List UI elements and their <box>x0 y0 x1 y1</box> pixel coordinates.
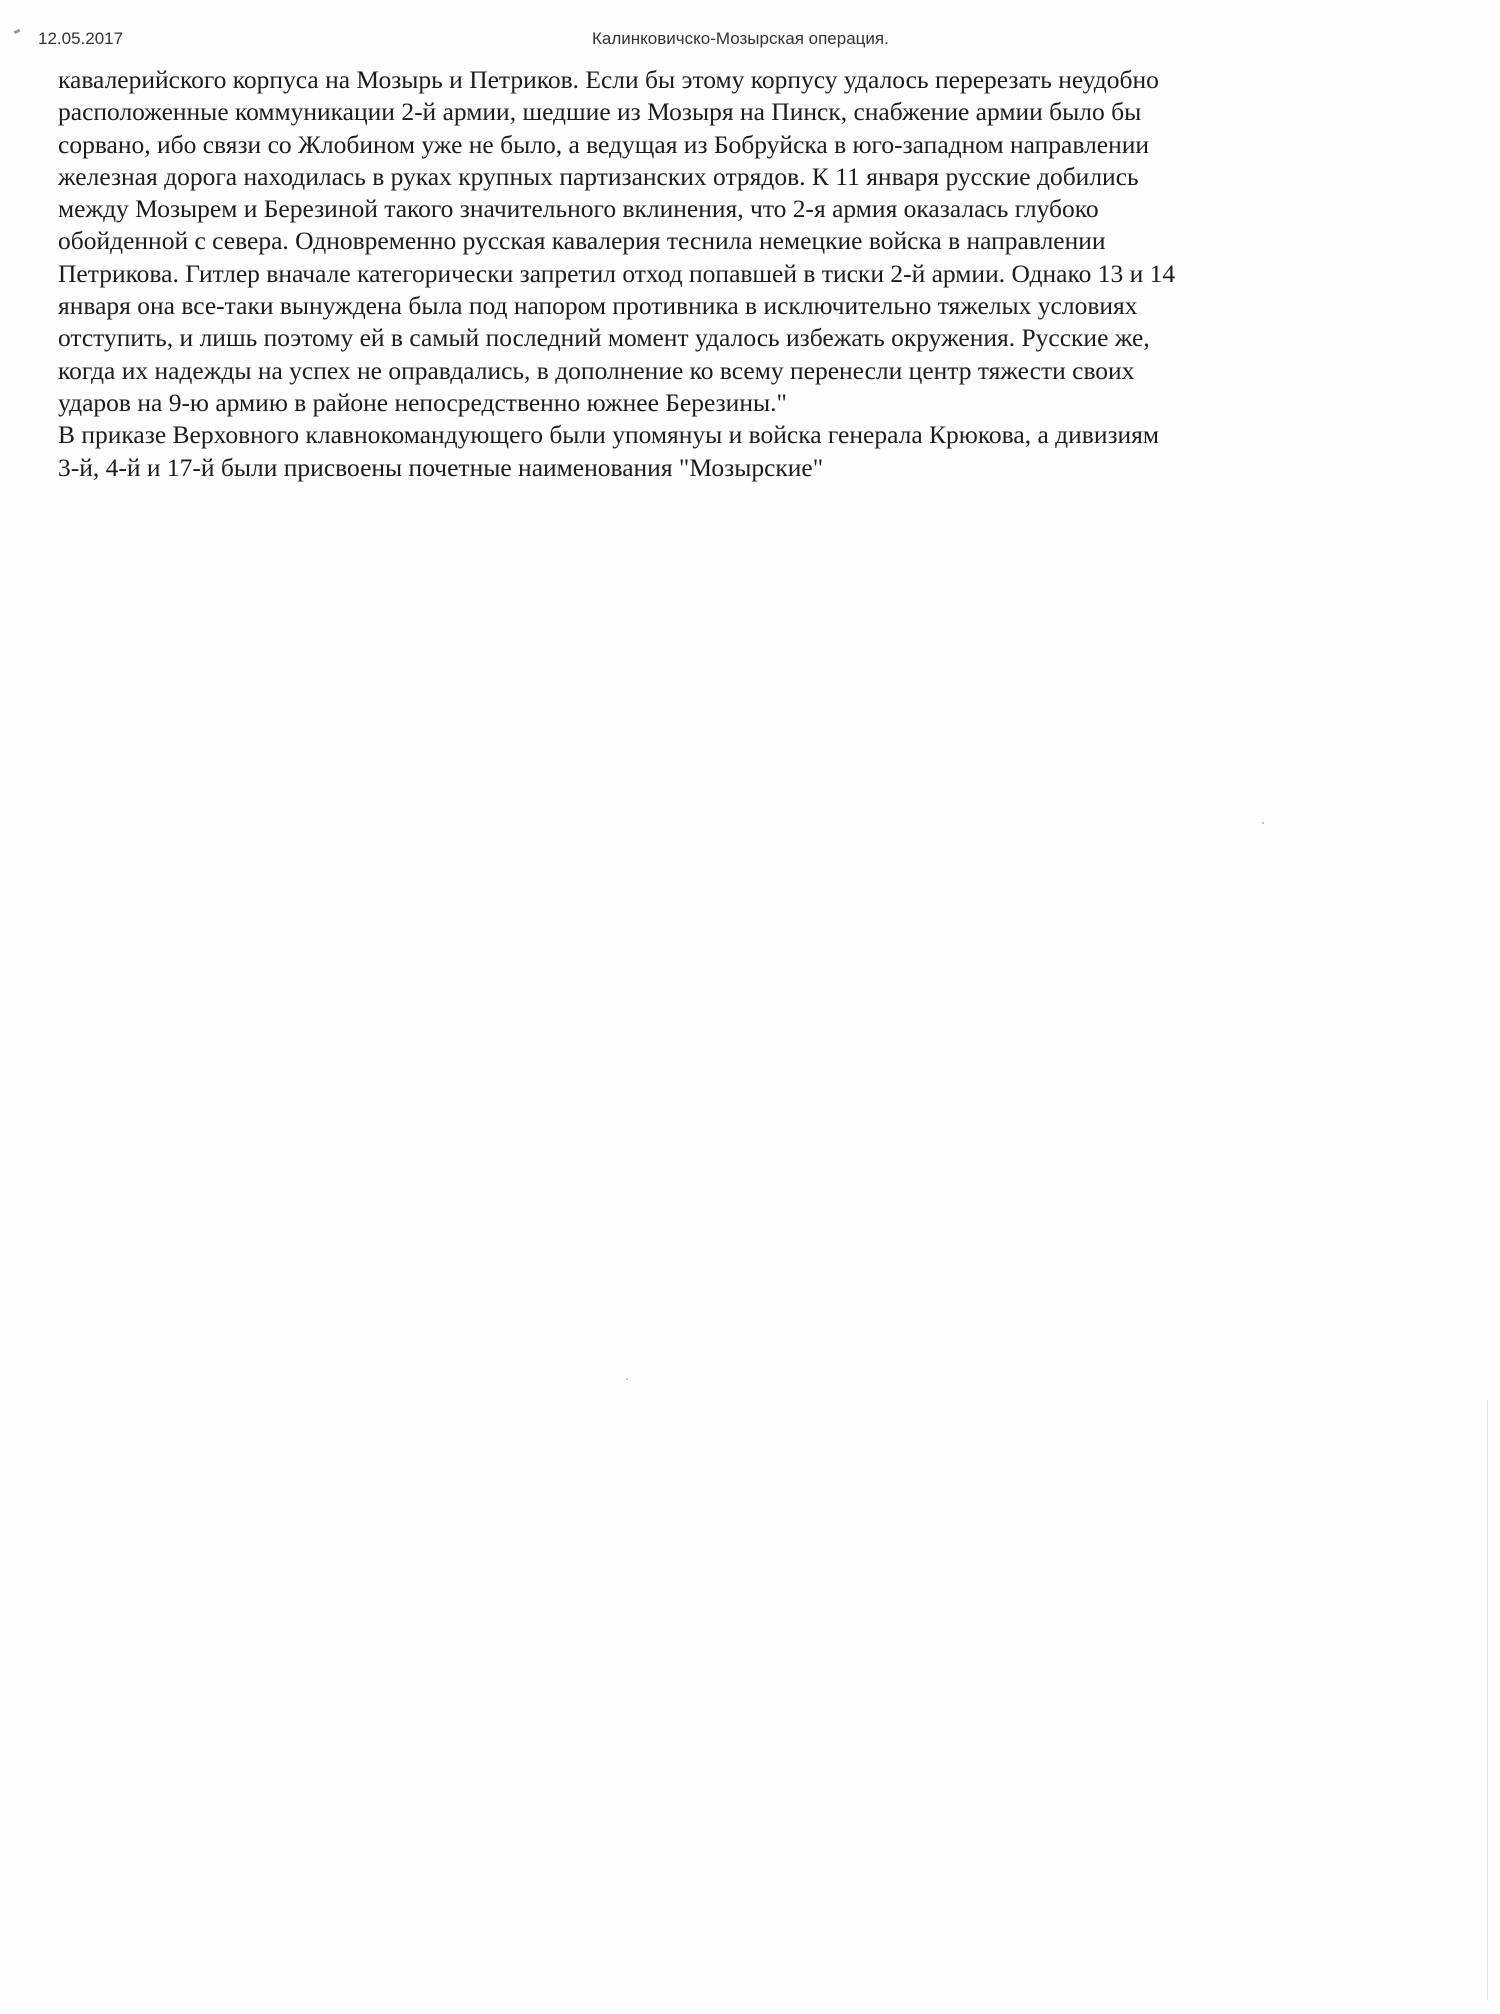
scan-speck <box>1262 822 1264 824</box>
text-line: ударов на 9-ю армию в районе непосредственно южнее Березины." <box>58 387 787 417</box>
text-line: сорвано, ибо связи со Жлобином уже не было, а ведущая из Бобруйска в юго-западном направлении <box>58 129 1150 159</box>
text-line: Петрикова. Гитлер вначале категорически запретил отход попавшей в тиски 2-й армии. Однако 13 и 14 <box>58 258 1176 288</box>
body-text <box>58 64 1478 484</box>
text-line: железная дорога находилась в руках крупных партизанских отрядов. К 11 января русские добились <box>58 161 1139 191</box>
text-line: отступить, и лишь поэтому ей в самый последний момент удалось избежать окружения. Русские же, <box>58 323 1150 353</box>
text-line: 3-й, 4-й и 17-й были присвоены почетные наименования "Мозырские" <box>58 452 824 482</box>
text-line: когда их надежды на успех не оправдались, в дополнение ко всему перенесли центр тяжести своих <box>58 355 1135 385</box>
text-line: между Мозырем и Березиной такого значительного вклинения, что 2-я армия оказалась глубоко <box>58 194 1099 224</box>
text-line: обойденной с севера. Одновременно русская кавалерия теснила немецкие войска в направлении <box>58 226 1106 256</box>
text-line: января она все-таки вынуждена была под напором противника в исключительно тяжелых условиях <box>58 291 1138 321</box>
text-line: кавалерийского корпуса на Мозырь и Петриков. Если бы этому корпусу удалось перерезать неудобно <box>58 65 1159 94</box>
text-line: расположенные коммуникации 2-й армии, шедшие из Мозыря на Пинск, снабжение армии было бы <box>58 97 1142 127</box>
scan-corner-mark <box>14 29 21 34</box>
header-title: Калинковичско-Мозырская операция. <box>592 29 889 48</box>
text-line: В приказе Верховного клавнокомандующего были упомянуы и войска генерала Крюкова, а дивизиям <box>58 420 1160 450</box>
scan-edge-line <box>1487 1400 1488 2000</box>
scan-speck <box>626 1378 628 1380</box>
header-date: 12.05.2017 <box>38 29 124 48</box>
